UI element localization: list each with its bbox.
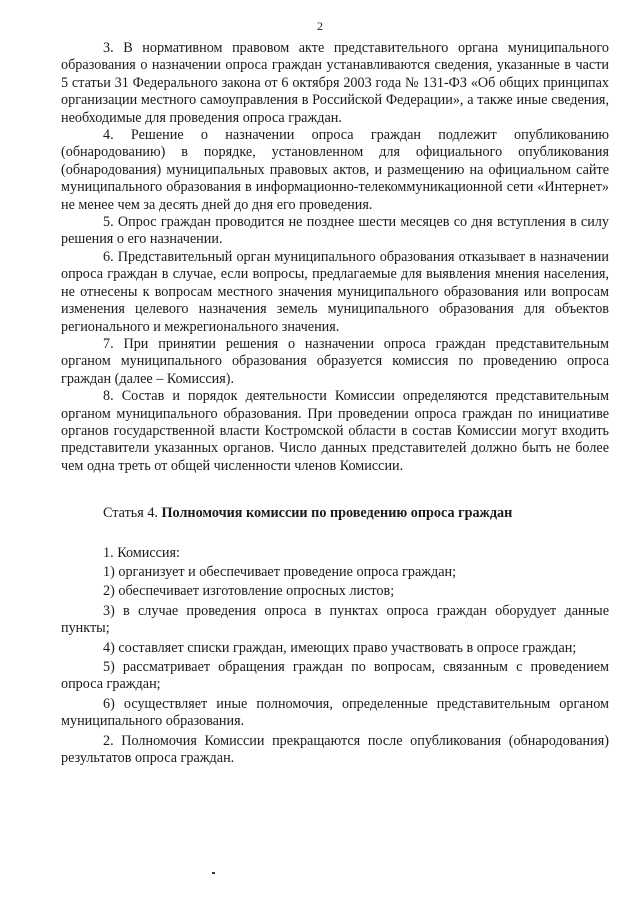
scan-mark — [212, 872, 215, 874]
list-item: 1) организует и обеспечивает проведение опроса граждан; — [103, 563, 457, 580]
article-title: Полномочия комиссии по проведению опроса граждан — [161, 505, 513, 522]
article-prefix: Статья 4. — [103, 505, 162, 522]
page-number: 2 — [317, 19, 323, 33]
article-heading — [61, 505, 609, 522]
list-item: 2) обеспечивает изготовление опросных листов; — [103, 583, 395, 600]
list-item: 6) осуществляет иные полномочия, определенные представительным органом муниципального образования. — [61, 695, 609, 730]
list-item: 4) составляет списки граждан, имеющих право участвовать в опросе граждан; — [103, 639, 577, 656]
paragraph-6: 6. Представительный орган муниципального образования отказывает в назначении опроса граждан в случае, если вопросы, предлагаемые для выявления мнения населения, не отнесены к вопросам местного значения муниципального образования или вопросам изменения целевого назначения земель муниципального образования для объектов регионального и межрегионального значения. — [61, 248, 609, 335]
list-item: 1. Комиссия: — [103, 544, 180, 561]
list-item: 5) рассматривает обращения граждан по вопросам, связанным с проведением опроса граждан; — [61, 659, 609, 693]
paragraph-5: 5. Опрос граждан проводится не позднее шести месяцев со дня вступления в силу решения о его назначении. — [61, 214, 609, 248]
document-body — [61, 40, 609, 767]
paragraph-4: 4. Решение о назначении опроса граждан подлежит опубликованию (обнародованию) в порядке, установленном для официального опубликования (обнародования) муниципальных правовых актов, и размещению на официальном сайте муниципального образования в информационно-телекоммуникационной сети «Интернет» не менее чем за десять дней до дня его проведения. — [61, 127, 609, 213]
paragraph-8: 8. Состав и порядок деятельности Комиссии определяются представительным органом муниципального образования. При проведении опроса граждан по инициативе органов государственной власти Костромской области в состав Комиссии могут входить представители указанных органов. Число данных представителей должно быть не более чем одна треть от общей численности членов Комиссии. — [61, 388, 609, 474]
paragraph-7: 7. При принятии решения о назначении опроса граждан представительным органом муниципального образования образуется комиссия по проведению опроса граждан (далее – Комиссия). — [61, 335, 609, 387]
paragraph-3: 3. В нормативном правовом акте представительного органа муниципального образования о назначении опроса граждан устанавливаются сведения, указанные в части 5 статьи 31 Федерального закона от 6 октября 2003 года № 131-ФЗ «Об общих принципах организации местного самоуправления в Российской Федерации», а также иные сведения, необходимые для проведения опроса граждан. — [61, 40, 609, 126]
list-item: 3) в случае проведения опроса в пунктах опроса граждан оборудует данные пункты; — [61, 602, 609, 637]
list-item: 2. Полномочия Комиссии прекращаются после опубликования (обнародования) результатов опроса граждан. — [61, 732, 609, 767]
